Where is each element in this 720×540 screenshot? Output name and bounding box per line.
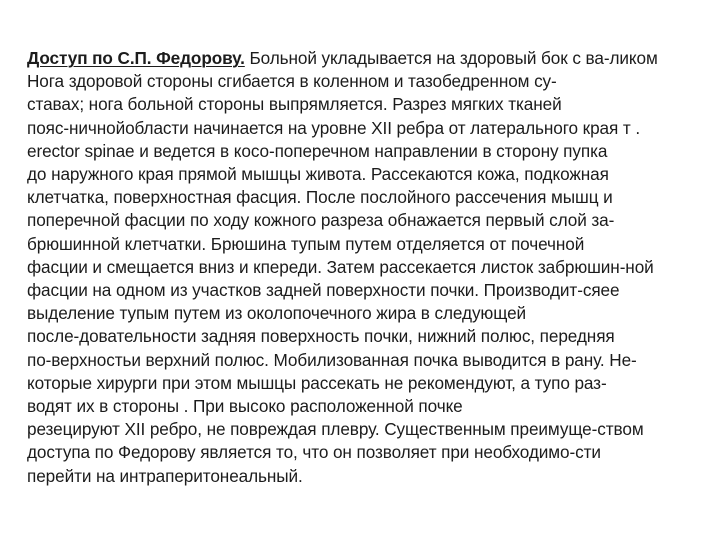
text-line-content: Больной укладывается на здоровый бок с ва-ликом	[244, 48, 658, 68]
text-line: перейти на интраперитонеальный.	[27, 465, 303, 486]
text-line: фасции и смещается вниз и кпереди. Затем рассекается листок забрюшин-ной	[27, 256, 654, 277]
text-line: фасции на одном из участков задней поверхности почки. Производит-сяее	[27, 280, 620, 301]
text-line: ставах; нога больной стороны выпрямляется. Разрез мягких тканей	[27, 94, 562, 115]
text-line: которые хирурги при этом мышцы рассекать не рекомендуют, а тупо раз-	[27, 372, 607, 393]
text-line	[27, 47, 707, 70]
text-line: по-верхностьи верхний полюс. Мобилизованная почка выводится в рану. Не-	[27, 349, 637, 370]
text-line: до наружного края прямой мышцы живота. Рассекаются кожа, подкожная	[27, 164, 609, 185]
text-line: Нога здоровой стороны сгибается в коленном и тазобедренном су-	[27, 71, 557, 92]
text-line: резецируют XII ребро, не повреждая плевру. Существенным преимуще-ством	[27, 419, 644, 440]
document-body	[27, 47, 707, 488]
text-line: водят их в стороны . При высоко расположенной почке	[27, 396, 463, 417]
text-line: erector spinae и ведется в косо-поперечном направлении в сторону пупка	[27, 140, 608, 161]
text-line: пояс-ничнойобласти начинается на уровне XII ребра от латерального края т .	[27, 117, 641, 138]
text-line: после-довательности задняя поверхность почки, нижний полюс, передняя	[27, 326, 615, 347]
text-line: выделение тупым путем из околопочечного жира в следующей	[27, 303, 527, 324]
text-line: доступа по Федорову является то, что он позволяет при необходимо-сти	[27, 442, 601, 463]
text-line: клетчатка, поверхностная фасция. После послойного рассечения мышц и	[27, 187, 613, 208]
text-line: поперечной фасции по ходу кожного разреза обнажается первый слой за-	[27, 210, 615, 231]
text-line: брюшинной клетчатки. Брюшина тупым путем отделяется от почечной	[27, 233, 585, 254]
document-heading: Доступ по С.П. Федорову.	[27, 48, 245, 68]
